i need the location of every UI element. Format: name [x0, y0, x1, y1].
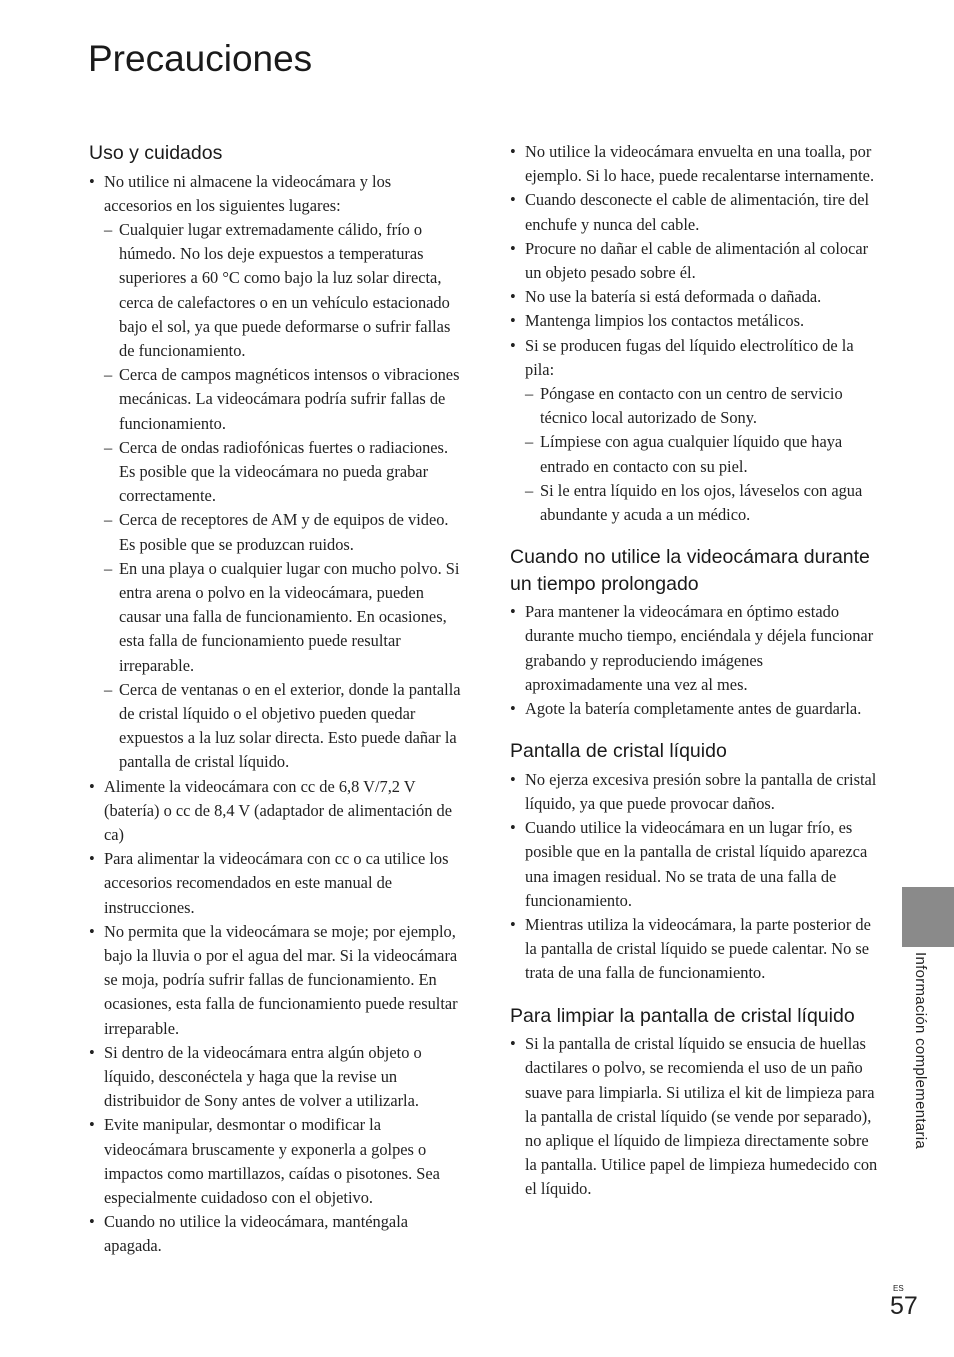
sub-list-item: – Cerca de campos magnéticos intensos o vibraciones mecánicas. La videocámara podría sufrir fallas de funcionamiento.	[104, 363, 461, 436]
list-item: • Procure no dañar el cable de alimentación al colocar un objeto pesado sobre él.	[510, 237, 882, 285]
bullet-list	[510, 600, 882, 721]
list-item: • Evite manipular, desmontar o modificar la videocámara bruscamente y exponerla a golpes o impactos como martillazos, caídas o pisotones. Sea especialmente cuidadoso con el objetivo.	[89, 1113, 461, 1210]
side-tab-label: Información complementaria	[912, 952, 929, 1150]
list-item: • Mientras utiliza la videocámara, la parte posterior de la pantalla de cristal líquido se puede calentar. No se trata de una falla de funcionamiento.	[510, 913, 882, 986]
bullet-list	[510, 140, 882, 527]
list-item: • Cuando no utilice la videocámara, manténgala apagada.	[89, 1210, 461, 1258]
list-item	[89, 170, 461, 775]
section-heading-uso: Uso y cuidados	[89, 142, 223, 164]
sub-list-item: – Cerca de ventanas o en el exterior, donde la pantalla de cristal líquido o el objetivo pueden quedar expuestos a la luz solar directa. Esto puede dañar la pantalla de cristal líquido.	[104, 678, 461, 775]
sub-list-item: – En una playa o cualquier lugar con mucho polvo. Si entra arena o polvo en la videocámara, pueden causar una falla de funcionamiento. En ocasiones, esta falla de funcionamiento puede resultar irreparable.	[104, 557, 461, 678]
list-item: • Cuando utilice la videocámara en un lugar frío, es posible que en la pantalla de cristal líquido aparezca una imagen residual. No se trata de una falla de funcionamiento.	[510, 816, 882, 913]
sub-list	[104, 218, 461, 775]
section-heading-pantalla: Pantalla de cristal líquido	[510, 740, 727, 763]
list-item: • Para mantener la videocámara en óptimo estado durante mucho tiempo, enciéndala y déjela funcionar grabando y reproduciendo imágenes aproximadamente una vez al mes.	[510, 600, 882, 697]
bullet-list	[89, 170, 461, 1259]
list-item: • Si la pantalla de cristal líquido se ensucia de huellas dactilares o polvo, se recomienda el uso de un paño suave para limpiarla. Si utiliza el kit de limpieza para la pantalla de cristal líquido (se vende por separado), no aplique el líquido de limpieza directamente sobre la pantalla. Utilice papel de limpieza humedecido con el líquido.	[510, 1032, 882, 1201]
section-heading-prolongado: Cuando no utilice la videocámara durante un tiempo prolongado	[510, 546, 870, 595]
list-item-text: Si se producen fugas del líquido electrolítico de la pila:	[525, 335, 854, 379]
section-tiempo-prolongado	[510, 544, 882, 721]
section-heading-limpiar: Para limpiar la pantalla de cristal líquido	[510, 1004, 855, 1027]
list-item: • Mantenga limpios los contactos metálicos.	[510, 309, 882, 333]
page-number: 57	[890, 1292, 918, 1320]
language-code: ES	[893, 1284, 904, 1293]
list-item: • No permita que la videocámara se moje; por ejemplo, bajo la lluvia o por el agua del mar. Si la videocámara se moja, podría sufrir fallas de funcionamiento. En ocasiones, esta falla de funcionamiento puede resultar irreparable.	[89, 920, 461, 1041]
section-pantalla	[510, 738, 882, 985]
list-item	[510, 334, 882, 528]
list-item: • No use la batería si está deformada o dañada.	[510, 285, 882, 309]
page-title: Precauciones	[88, 38, 313, 79]
sub-list-item: – Cerca de receptores de AM y de equipos de video. Es posible que se produzcan ruidos.	[104, 508, 461, 556]
list-item: • Cuando desconecte el cable de alimentación, tire del enchufe y nunca del cable.	[510, 188, 882, 236]
section-uso-y-cuidados	[89, 140, 461, 1259]
sub-list-item: – Cerca de ondas radiofónicas fuertes o radiaciones. Es posible que la videocámara no pueda grabar correctamente.	[104, 436, 461, 509]
bullet-list	[510, 768, 882, 986]
list-item: • Agote la batería completamente antes de guardarla.	[510, 697, 882, 721]
side-tab-marker	[902, 887, 954, 947]
sub-list	[525, 382, 882, 527]
list-item: • Si dentro de la videocámara entra algún objeto o líquido, desconéctela y haga que la revise un distribuidor de Sony antes de volver a utilizarla.	[89, 1041, 461, 1114]
sub-list-item: – Si le entra líquido en los ojos, láveselos con agua abundante y acuda a un médico.	[525, 479, 882, 527]
bullet-list	[510, 1032, 882, 1201]
list-item: • No utilice la videocámara envuelta en una toalla, por ejemplo. Si lo hace, puede recalentarse internamente.	[510, 140, 882, 188]
left-column	[89, 140, 461, 1276]
sub-list-item: – Cualquier lugar extremadamente cálido, frío o húmedo. No los deje expuestos a temperaturas superiores a 60 °C como bajo la luz solar directa, cerca de calefactores o en un vehículo estacionado bajo el sol, ya que puede deformarse o sufrir fallas de funcionamiento.	[104, 218, 461, 363]
section-uso-continued	[510, 140, 882, 527]
right-column	[510, 140, 882, 1219]
list-item: • Alimente la videocámara con cc de 6,8 V/7,2 V (batería) o cc de 8,4 V (adaptador de alimentación de ca)	[89, 775, 461, 848]
list-item: • Para alimentar la videocámara con cc o ca utilice los accesorios recomendados en este manual de instrucciones.	[89, 847, 461, 920]
sub-list-item: – Póngase en contacto con un centro de servicio técnico local autorizado de Sony.	[525, 382, 882, 430]
list-item: • No ejerza excesiva presión sobre la pantalla de cristal líquido, ya que puede provocar daños.	[510, 768, 882, 816]
list-item-text: No utilice ni almacene la videocámara y los accesorios en los siguientes lugares:	[104, 171, 392, 215]
section-limpiar-pantalla	[510, 1003, 882, 1202]
sub-list-item: – Límpiese con agua cualquier líquido que haya entrado en contacto con su piel.	[525, 430, 882, 478]
